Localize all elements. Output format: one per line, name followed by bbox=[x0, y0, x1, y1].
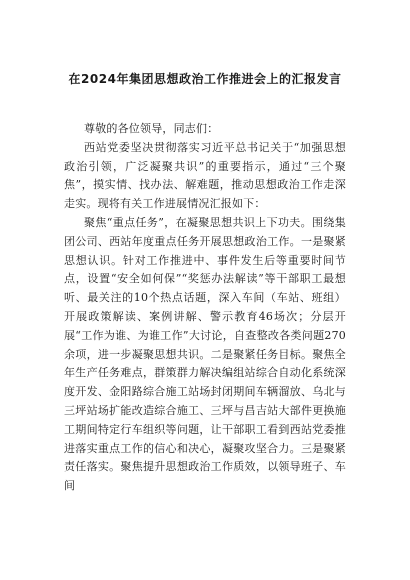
document-body bbox=[64, 120, 346, 496]
paragraph-focus-tasks: 聚焦“重点任务”，在凝聚思想共识上下功夫。围绕集团公司、西站年度重点任务开展思想政治工作。一是聚紧思想认识。针对工作推进中、事件发生后等重要时间节点，设置“安全如何保”“奖惩办法解读”等干部职工最想听、最关注的10个热点话题，深入车间（车站、班组）开展政策解读、案例讲解、警示教育46场次；分层开展“工作为谁、为谁工作”大讨论，自查整改各类问题270余项，进一步凝聚思想共识。二是聚紧任务目标。聚焦全年生产任务难点，群策群力解决编组站综合自动化系统深度开发、金阳路综合施工站场封闭期间车辆溜放、乌北与三坪站场扩能改造综合施工、三坪与昌吉站大部件更换施工期间特定行车组织等问题，让干部职工看到西站党委推进落实重点工作的信心和决心，凝聚攻坚合力。三是聚紧责任落实。聚焦提升思想政治工作质效，以领导班子、车间 bbox=[64, 215, 346, 493]
salutation: 尊敬的各位领导，同志们： bbox=[84, 122, 219, 135]
document-title: 在2024年集团思想政治工作推进会上的汇报发言 bbox=[68, 72, 342, 86]
paragraph-intro: 西站党委坚决贯彻落实习近平总书记关于“加强思想政治引领，广泛凝聚共识”的重要指示，通过“三个聚焦”，摸实情、找办法、解难题，推动思想政治工作走深走实。现将有关工作进展情况汇报如下： bbox=[64, 140, 346, 211]
